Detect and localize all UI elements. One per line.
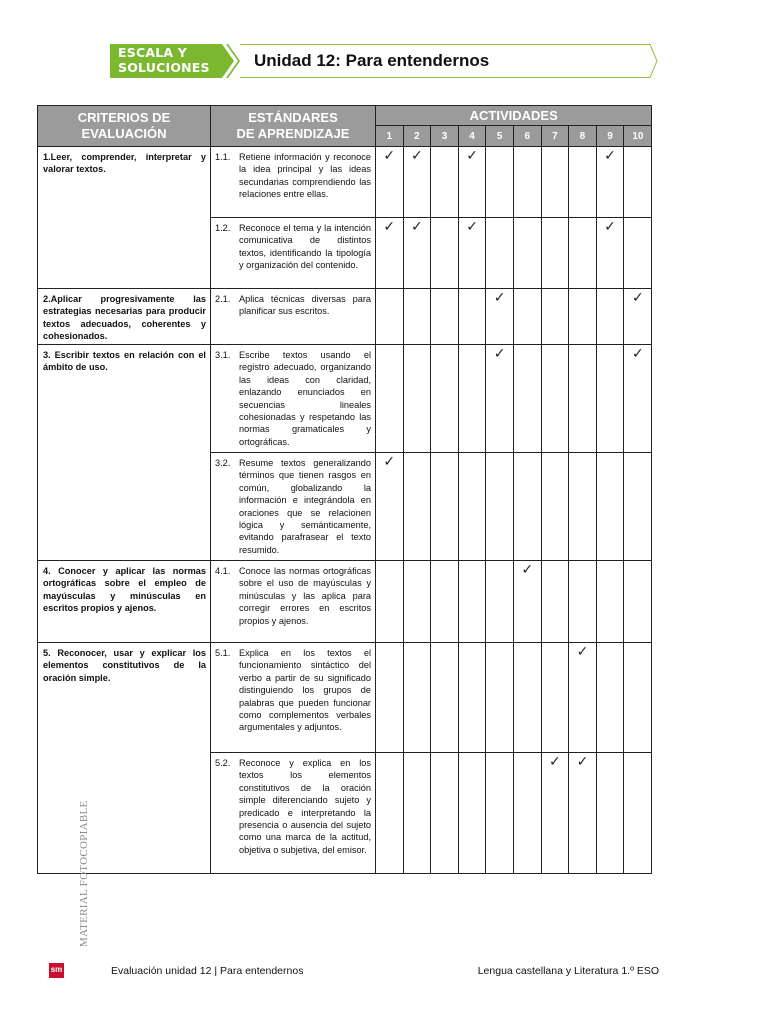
standard-code: 5.2. — [215, 758, 231, 768]
criterios-header-line2: EVALUACIÓN — [81, 126, 167, 141]
criterion-1: 1.Leer, comprender, interpretar y valorar textos. — [38, 147, 211, 289]
estandares-header — [211, 106, 376, 147]
table-row — [38, 561, 652, 643]
activity-number-5: 5 — [486, 126, 514, 147]
activity-cell-2 — [403, 345, 431, 453]
activity-cell-1 — [376, 753, 404, 874]
check-mark-icon: ✓ — [466, 148, 478, 164]
activity-cell-9 — [596, 753, 624, 874]
activity-cell-8 — [569, 345, 597, 453]
standard-text: Explica en los textos el funcionamiento sintáctico del verbo a partir de su significado distinguiendo los grupos de palabras que pueden funcionar como complementos verbales argumentales y adjuntos. — [239, 648, 371, 733]
activity-cell-5 — [486, 147, 514, 218]
activity-cell-1 — [376, 345, 404, 453]
activity-number-9: 9 — [596, 126, 624, 147]
standard-code: 4.1. — [215, 566, 231, 576]
check-mark-icon: ✓ — [411, 219, 423, 235]
activity-cell-2 — [403, 453, 431, 561]
criterion-4: 4. Conocer y aplicar las normas ortográficas sobre el empleo de mayúsculas y minúsculas en escritos propios y ajenos. — [38, 561, 211, 643]
activity-number-4: 4 — [458, 126, 486, 147]
activity-cell-6 — [513, 753, 541, 874]
activity-cell-6 — [513, 453, 541, 561]
activity-cell-10 — [624, 561, 652, 643]
activity-cell-6 — [513, 345, 541, 453]
criterion-5: 5. Reconocer, usar y explicar los elementos constitutivos de la oración simple. — [38, 643, 211, 874]
check-mark-icon: ✓ — [493, 290, 506, 306]
activity-cell-1 — [376, 453, 404, 561]
standard-cell — [211, 345, 376, 453]
activity-number-8: 8 — [569, 126, 597, 147]
table-row — [38, 289, 652, 345]
activity-cell-2 — [403, 753, 431, 874]
estandares-header-line2: DE APRENDIZAJE — [236, 126, 350, 141]
activity-cell-8 — [569, 453, 597, 561]
standard-text: Escribe textos usando el registro adecuado, organizando las ideas con claridad, enlazando enunciados en secuencias lineales cohesionadas y respetando las normas gramaticales y ortográficas. — [239, 350, 371, 447]
activity-cell-5 — [486, 561, 514, 643]
activity-cell-6 — [513, 147, 541, 218]
standard-text: Reconoce el tema y la intención comunicativa de distintos textos, identificando la tipología y organización del contenido. — [239, 223, 371, 271]
standard-cell — [211, 561, 376, 643]
check-mark-icon: ✓ — [493, 346, 506, 362]
standard-code: 1.2. — [215, 223, 231, 233]
activity-cell-3 — [431, 218, 459, 289]
activity-cell-3 — [431, 453, 459, 561]
page-header — [110, 44, 658, 78]
activity-number-7: 7 — [541, 126, 569, 147]
activity-cell-2 — [403, 561, 431, 643]
standard-text: Reconoce y explica en los textos los elementos constitutivos de la oración simple diferenciando sujeto y predicado e interpretando la presencia o ausencia del sujeto como una marca de la actitud, objetiva o subjetiva, del emisor. — [239, 758, 371, 855]
criterios-header-line1: CRITERIOS DE — [77, 110, 171, 125]
check-mark-icon: ✓ — [521, 562, 534, 578]
activity-cell-1 — [376, 561, 404, 643]
standard-code: 1.1. — [215, 152, 231, 162]
activity-number-3: 3 — [431, 126, 459, 147]
activity-cell-1 — [376, 218, 404, 289]
activity-number-2: 2 — [403, 126, 431, 147]
standard-cell — [211, 453, 376, 561]
activity-cell-4 — [458, 218, 486, 289]
table-row — [38, 643, 652, 753]
check-mark-icon: ✓ — [604, 148, 616, 164]
activity-cell-9 — [596, 147, 624, 218]
evaluation-table — [37, 105, 652, 874]
activity-cell-9 — [596, 561, 624, 643]
activity-cell-6 — [513, 561, 541, 643]
activity-cell-2 — [403, 643, 431, 753]
check-mark-icon: ✓ — [576, 754, 589, 770]
criterion-3: 3. Escribir textos en relación con el ámbito de uso. — [38, 345, 211, 561]
activity-cell-6 — [513, 218, 541, 289]
activity-cell-10 — [624, 753, 652, 874]
check-mark-icon: ✓ — [383, 148, 396, 164]
criterios-header — [38, 106, 211, 147]
activity-cell-5 — [486, 643, 514, 753]
activity-cell-10 — [624, 218, 652, 289]
table-row — [38, 345, 652, 453]
activity-cell-4 — [458, 643, 486, 753]
activity-cell-1 — [376, 643, 404, 753]
activity-cell-9 — [596, 289, 624, 345]
standard-code: 3.2. — [215, 458, 231, 468]
actividades-header: ACTIVIDADES — [376, 106, 652, 126]
activity-cell-5 — [486, 345, 514, 453]
material-fotocopiable-label: MATERIAL FOTOCOPIABLE — [78, 800, 90, 947]
activity-cell-8 — [569, 643, 597, 753]
activity-cell-2 — [403, 289, 431, 345]
standard-text: Resume textos generalizando términos que tienen rasgos en común, globalizando la información e integrándola en oraciones que se relacionen lógica y semánticamente, evitando parafrasear el texto resumido. — [239, 458, 371, 555]
footer-left-text: Evaluación unidad 12 | Para entendernos — [111, 965, 304, 977]
activity-cell-3 — [431, 643, 459, 753]
activity-cell-7 — [541, 753, 569, 874]
activity-cell-9 — [596, 218, 624, 289]
badge-line-2: SOLUCIONES — [118, 60, 210, 75]
check-mark-icon: ✓ — [383, 219, 396, 235]
activity-cell-9 — [596, 345, 624, 453]
activity-cell-4 — [458, 345, 486, 453]
standard-cell — [211, 147, 376, 218]
activity-cell-5 — [486, 289, 514, 345]
activity-cell-7 — [541, 453, 569, 561]
standard-text: Aplica técnicas diversas para planificar sus escritos. — [239, 294, 371, 317]
activity-cell-7 — [541, 345, 569, 453]
activity-cell-7 — [541, 218, 569, 289]
activity-cell-8 — [569, 289, 597, 345]
standard-text: Retiene información y reconoce la idea principal y las ideas secundarias comprendiendo las relaciones entre ellas. — [239, 152, 371, 200]
activity-cell-4 — [458, 147, 486, 218]
activity-cell-7 — [541, 289, 569, 345]
activity-cell-4 — [458, 289, 486, 345]
activity-cell-10 — [624, 643, 652, 753]
activity-number-10: 10 — [624, 126, 652, 147]
activity-cell-5 — [486, 753, 514, 874]
activity-cell-10 — [624, 345, 652, 453]
activity-cell-10 — [624, 289, 652, 345]
activity-cell-7 — [541, 643, 569, 753]
activity-cell-4 — [458, 453, 486, 561]
page-title: Unidad 12: Para entendernos — [254, 51, 490, 70]
activity-cell-7 — [541, 561, 569, 643]
activity-cell-6 — [513, 289, 541, 345]
standard-code: 2.1. — [215, 294, 231, 304]
footer-right-text: Lengua castellana y Literatura 1.º ESO — [477, 965, 659, 977]
activity-number-6: 6 — [513, 126, 541, 147]
activity-cell-3 — [431, 289, 459, 345]
activity-cell-10 — [624, 147, 652, 218]
badge-line-1: ESCALA Y — [118, 45, 188, 60]
activity-cell-3 — [431, 345, 459, 453]
table-row — [38, 147, 652, 218]
activity-cell-2 — [403, 218, 431, 289]
check-mark-icon: ✓ — [466, 219, 478, 235]
standard-code: 5.1. — [215, 648, 231, 658]
activity-cell-2 — [403, 147, 431, 218]
activity-cell-6 — [513, 643, 541, 753]
check-mark-icon: ✓ — [383, 454, 396, 470]
check-mark-icon: ✓ — [632, 346, 644, 362]
standard-code: 3.1. — [215, 350, 231, 360]
activity-cell-1 — [376, 147, 404, 218]
activity-cell-8 — [569, 147, 597, 218]
activity-cell-9 — [596, 643, 624, 753]
activity-cell-5 — [486, 218, 514, 289]
escala-soluciones-badge — [118, 45, 228, 75]
standard-text: Conoce las normas ortográficas sobre el uso de mayúsculas y minúsculas y las aplica para corregir errores en escritos propios y ajenos. — [239, 566, 371, 626]
criterion-2: 2.Aplicar progresivamente las estrategias necesarias para producir textos adecuados, coherentes y cohesionados. — [38, 289, 211, 345]
check-mark-icon: ✓ — [576, 644, 589, 660]
activity-cell-8 — [569, 561, 597, 643]
check-mark-icon: ✓ — [411, 148, 423, 164]
page-footer — [49, 963, 661, 979]
standard-cell — [211, 218, 376, 289]
standard-cell — [211, 643, 376, 753]
activity-cell-7 — [541, 147, 569, 218]
activity-cell-5 — [486, 453, 514, 561]
activity-cell-9 — [596, 453, 624, 561]
activity-cell-1 — [376, 289, 404, 345]
sm-logo-text: sm — [50, 965, 63, 974]
sm-logo-icon — [49, 963, 64, 978]
activity-cell-3 — [431, 147, 459, 218]
activity-cell-3 — [431, 561, 459, 643]
activity-cell-4 — [458, 561, 486, 643]
activity-cell-3 — [431, 753, 459, 874]
standard-cell — [211, 289, 376, 345]
table-body — [38, 147, 652, 874]
activity-cell-8 — [569, 218, 597, 289]
activity-cell-4 — [458, 753, 486, 874]
activity-cell-10 — [624, 453, 652, 561]
activity-number-1: 1 — [376, 126, 404, 147]
check-mark-icon: ✓ — [632, 290, 644, 306]
standard-cell — [211, 753, 376, 874]
check-mark-icon: ✓ — [548, 754, 561, 770]
check-mark-icon: ✓ — [604, 219, 616, 235]
activity-cell-8 — [569, 753, 597, 874]
estandares-header-line1: ESTÁNDARES — [248, 110, 338, 125]
